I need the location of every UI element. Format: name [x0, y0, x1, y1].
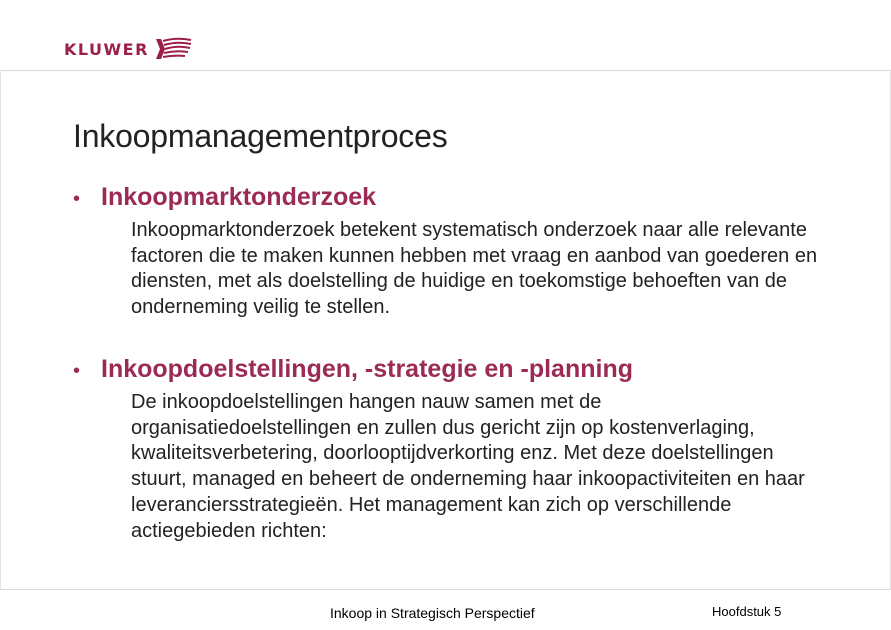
footer-book-title: Inkoop in Strategisch Perspectief [330, 605, 535, 621]
section-body: Inkoopmarktonderzoek betekent systematisch onderzoek naar alle relevante factoren die te maken kunnen hebben met vraag en aanbod van goederen en diensten, met als doelstelling de huidige en toekomstige behoeften van de onderneming veilig te stellen. [131, 219, 818, 319]
section-objectives-strategy [73, 355, 833, 544]
section-heading: Inkoopmarktonderzoek [101, 183, 377, 211]
section-heading: Inkoopdoelstellingen, -strategie en -planning [101, 355, 633, 383]
section-market-research [73, 183, 833, 321]
header-divider [0, 70, 891, 71]
footer-divider [0, 589, 891, 590]
bullet-item [73, 183, 833, 212]
bullet-icon: • [73, 188, 81, 210]
footer-chapter: Hoofdstuk 5 [712, 604, 782, 619]
section-body: De inkoopdoelstellingen hangen nauw samen met de organisatiedoelstellingen en zullen dus gericht zijn op kostenverlaging, kwaliteitsverbetering, doorlooptijdverkorting enz. Met deze doelstellingen stuurt, managed en beheert de onderneming haar inkoopactiviteiten en haar leveranciersstrategieën. Het management kan zich op verschillende actiegebieden richten: [131, 391, 805, 542]
kluwer-swoosh-icon [153, 35, 193, 63]
bullet-icon: • [73, 360, 81, 382]
logo-text: KLUWER [64, 39, 149, 59]
kluwer-logo [64, 34, 193, 64]
bullet-item [73, 355, 833, 384]
slide-title: Inkoopmanagementproces [73, 118, 448, 154]
frame-left-border [0, 70, 1, 590]
